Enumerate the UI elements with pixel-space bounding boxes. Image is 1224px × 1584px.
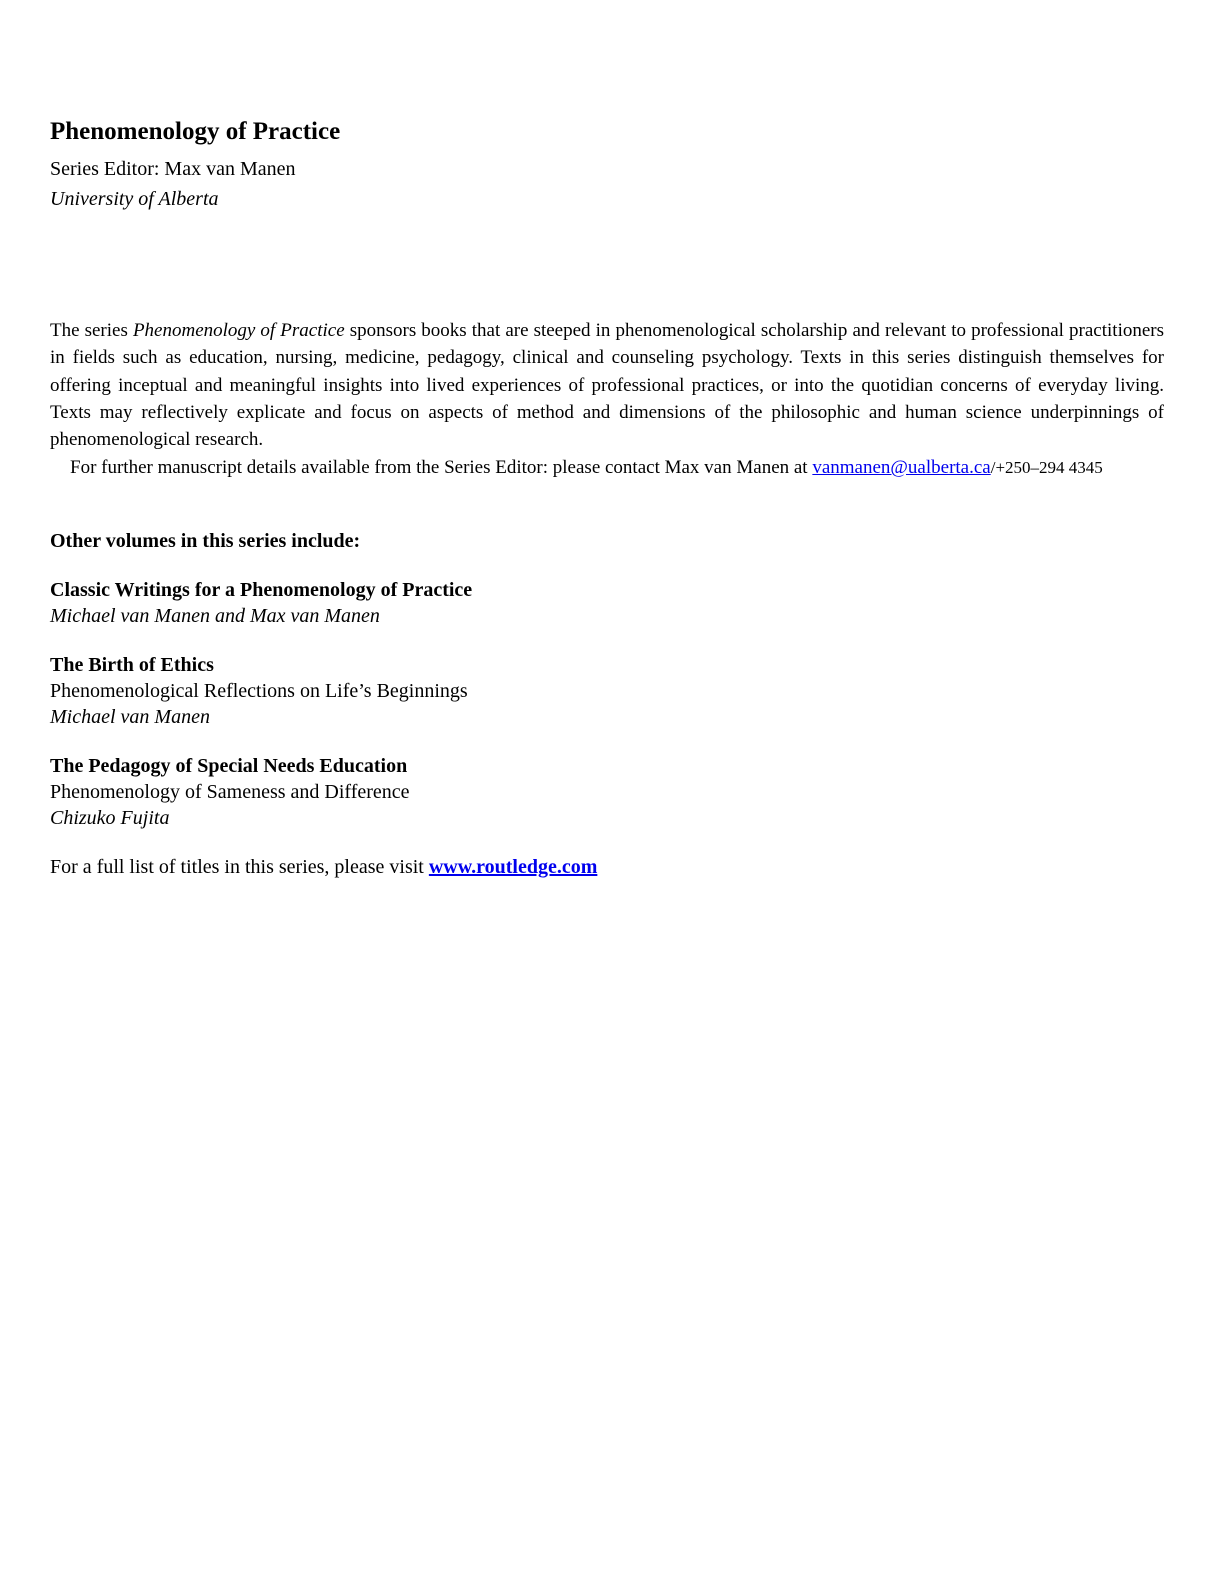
editor-affiliation: University of Alberta <box>50 188 219 210</box>
volume-title: The Pedagogy of Special Needs Education <box>50 755 408 777</box>
contact-paragraph <box>50 454 1164 481</box>
editor-phone: /+250–294 4345 <box>990 458 1103 477</box>
description-series-name: Phenomenology of Practice <box>132 320 345 341</box>
volume-subtitle: Phenomenological Reflections on Life’s Beginnings <box>50 680 468 702</box>
volume-title: Classic Writings for a Phenomenology of Practice <box>50 579 473 601</box>
description-intro: The series <box>50 320 133 341</box>
series-description <box>50 317 1164 453</box>
volume-entry <box>50 753 410 831</box>
routledge-link[interactable]: www.routledge.com <box>428 856 598 878</box>
volume-entry <box>50 577 472 629</box>
series-title: Phenomenology of Practice <box>50 118 341 145</box>
full-list-text: For a full list of titles in this series, please visit <box>50 856 429 878</box>
volume-author: Michael van Manen <box>50 706 210 728</box>
editor-email-link[interactable]: vanmanen@ualberta.ca <box>812 457 991 478</box>
volume-author: Chizuko Fujita <box>50 807 170 829</box>
series-editor: Series Editor: Max van Manen <box>50 158 296 180</box>
volume-subtitle: Phenomenology of Sameness and Difference <box>50 781 410 803</box>
contact-text: For further manuscript details available from the Series Editor: please contact Max van Manen at <box>70 457 813 478</box>
volume-title: The Birth of Ethics <box>50 654 214 676</box>
full-list-line <box>50 854 597 880</box>
other-volumes-heading: Other volumes in this series include: <box>50 530 361 552</box>
volume-author: Michael van Manen and Max van Manen <box>50 605 380 627</box>
description-body: sponsors books that are steeped in phenomenological scholarship and relevant to professional practitioners in fields such as education, nursing, medicine, pedagogy, clinical and counseling psychology. Texts in this series distinguish themselves for offering inceptual and meaningful insights into lived experiences of professional practices, or into the quotidian concerns of everyday living. Texts may reflectively explicate and focus on aspects of method and dimensions of the philosophic and human science underpinnings of phenomenological research. <box>50 320 1164 451</box>
volume-entry <box>50 652 468 730</box>
